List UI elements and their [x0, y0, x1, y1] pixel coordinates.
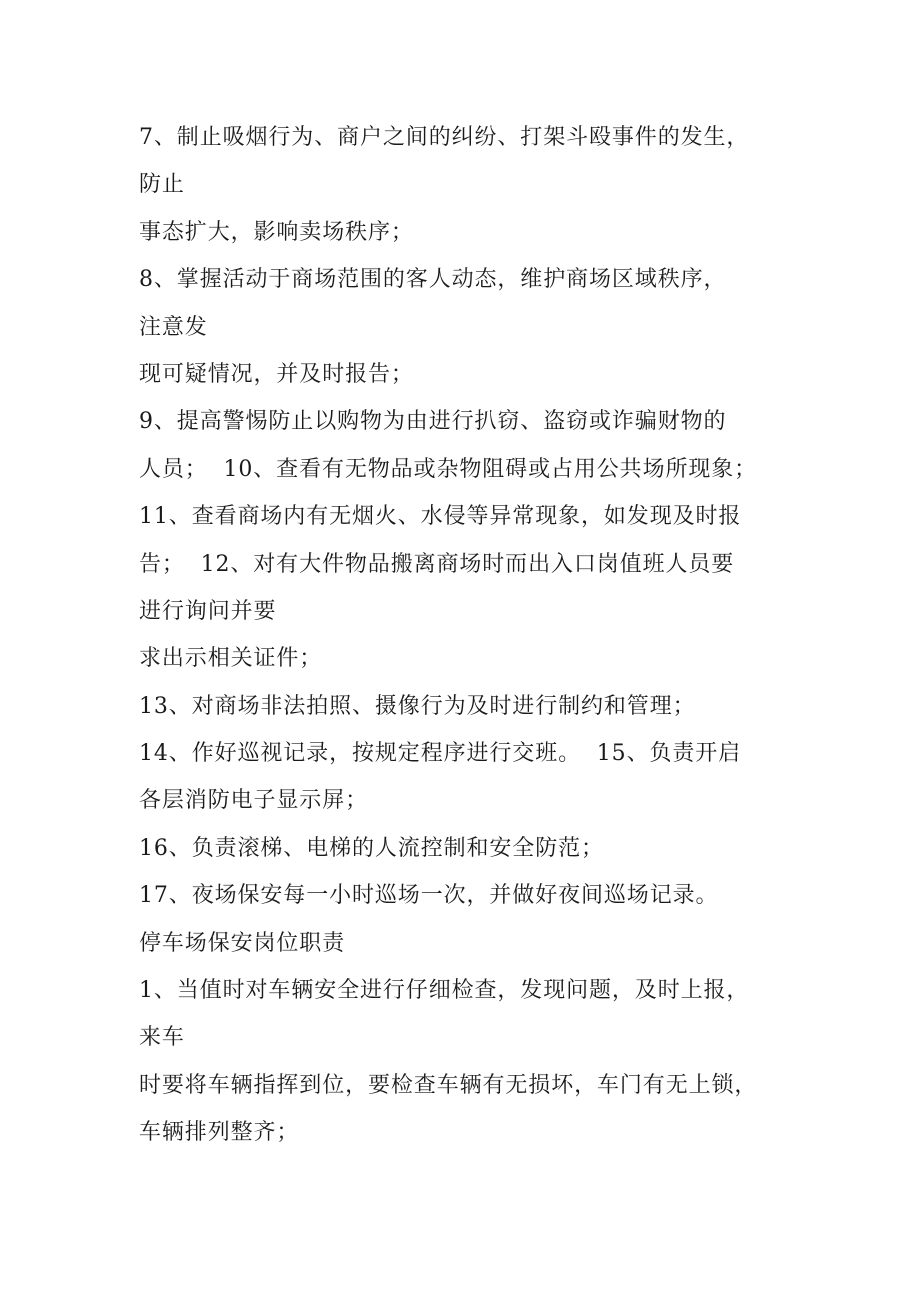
text-line: 防止: [139, 172, 185, 198]
text-line: 告； 12、对有大件物品搬离商场时而出入口岗值班人员要: [139, 551, 735, 577]
text-line: 时要将车辆指挥到位，要检查车辆有无损坏，车门有无上锁，: [139, 1072, 758, 1098]
text-line: 求出示相关证件；: [139, 646, 323, 672]
text-line: 现可疑情况，并及时报告；: [139, 361, 414, 387]
text-line: 17、夜场保安每一小时巡场一次，并做好夜间巡场记录。: [139, 883, 719, 909]
text-line: 车辆排列整齐；: [139, 1120, 300, 1146]
text-line: 事态扩大，影响卖场秩序；: [139, 219, 414, 245]
text-line: 7、制止吸烟行为、商户之间的纠纷、打架斗殴事件的发生，: [139, 125, 750, 150]
text-line: 1、当值时对车辆安全进行仔细检查，发现问题，及时上报，: [139, 978, 750, 1004]
text-line: 8、掌握活动于商场范围的客人动态，维护商场区域秩序，: [139, 267, 727, 293]
text-line: 各层消防电子显示屏；: [139, 788, 369, 814]
text-line: 进行询问并要: [139, 598, 277, 624]
text-line: 人员； 10、查看有无物品或杂物阻碍或占用公共场所现象；: [139, 456, 758, 482]
text-line: 16、负责滚梯、电梯的人流控制和安全防范；: [139, 835, 604, 861]
text-line: 9、提高警惕防止以购物为由进行扒窃、盗窃或诈骗财物的: [139, 409, 727, 435]
text-line: 注意发: [139, 314, 208, 340]
text-line: 13、对商场非法拍照、摄像行为及时进行制约和管理；: [139, 693, 696, 719]
document-body: [139, 114, 789, 1157]
section-heading: 停车场保安岗位职责: [139, 930, 346, 956]
text-line: 来车: [139, 1025, 185, 1051]
text-line: 14、作好巡视记录，按规定程序进行交班。 15、负责开启: [139, 741, 742, 767]
text-line: 11、查看商场内有无烟火、水侵等异常现象，如发现及时报: [139, 504, 742, 530]
